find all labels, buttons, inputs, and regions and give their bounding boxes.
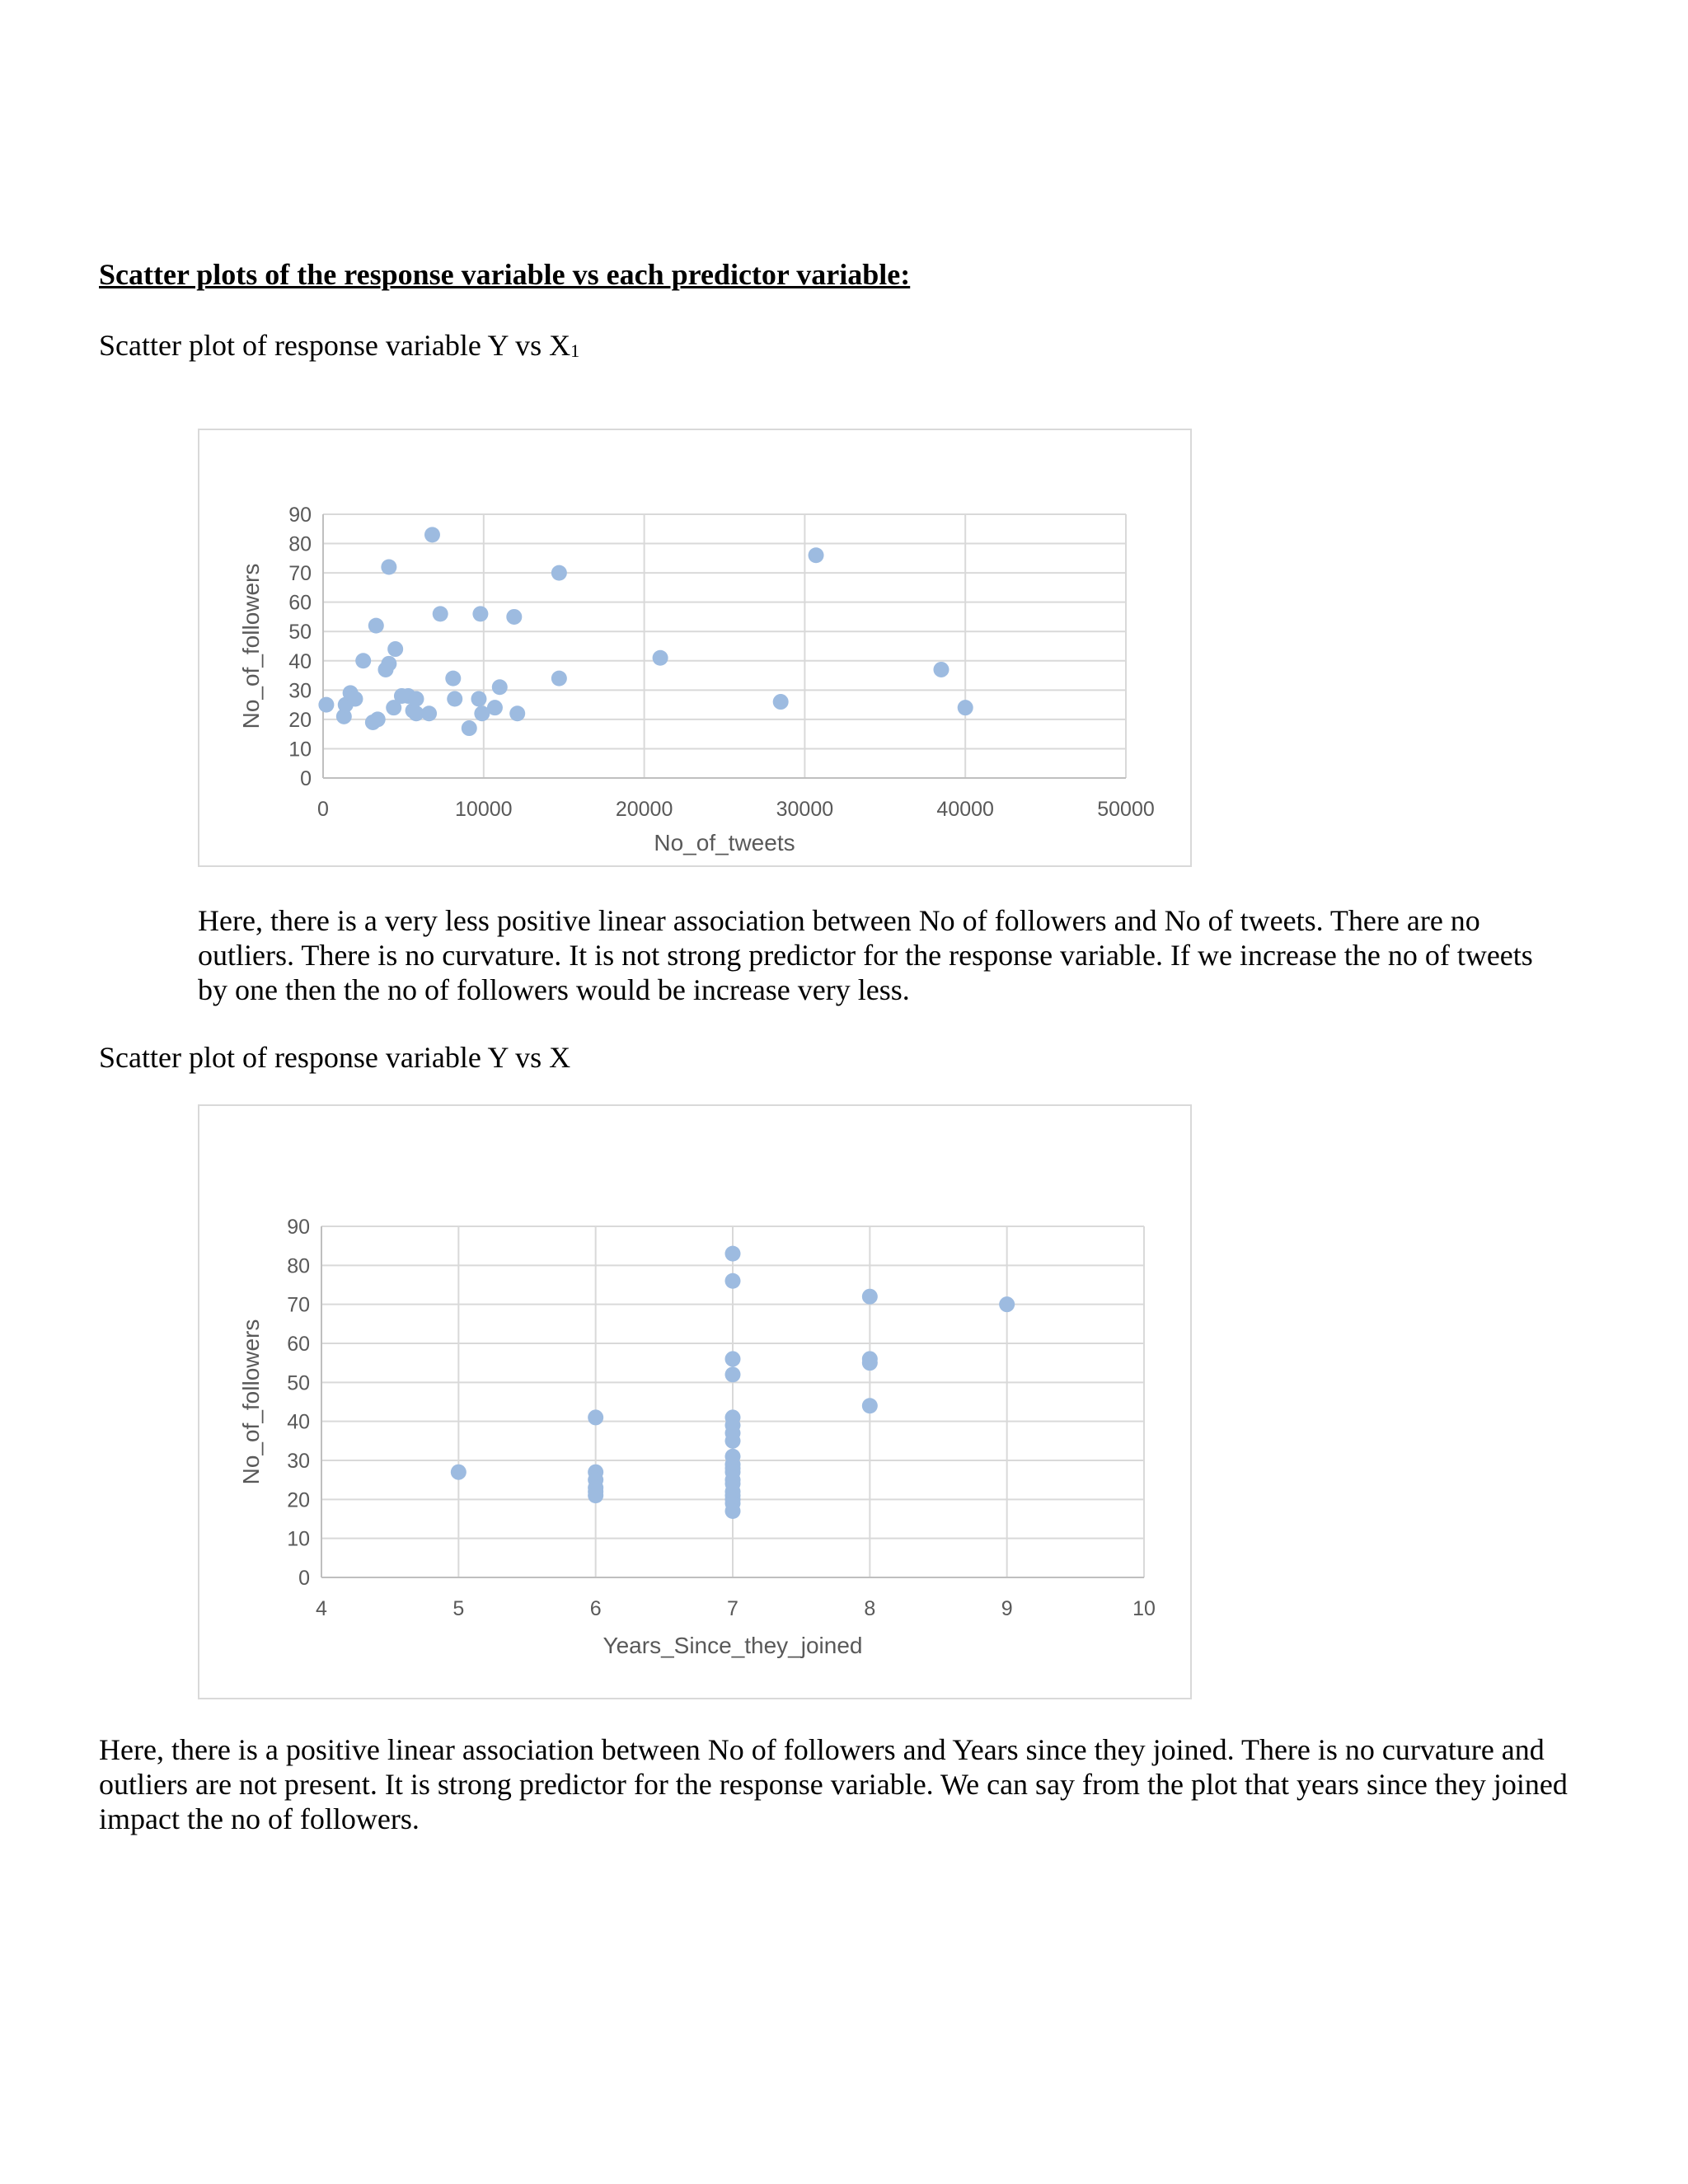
x-tick-label: 50000 xyxy=(1097,798,1155,821)
scatter-chart-years xyxy=(198,1104,1192,1699)
y-tick-label: 10 xyxy=(287,1527,310,1551)
data-point xyxy=(347,691,363,707)
data-point xyxy=(506,609,522,625)
data-point xyxy=(551,671,567,687)
x-tick-label: 6 xyxy=(589,1597,602,1620)
y-tick-label: 20 xyxy=(288,708,312,732)
chart1-caption xyxy=(99,328,579,363)
data-point xyxy=(862,1289,878,1305)
data-point xyxy=(462,720,477,736)
y-tick-label: 90 xyxy=(288,504,312,527)
y-tick-label: 90 xyxy=(287,1216,310,1239)
data-point xyxy=(725,1503,741,1519)
data-point xyxy=(862,1355,878,1371)
x-axis-title: No_of_tweets xyxy=(654,830,795,855)
data-point xyxy=(653,650,668,666)
data-point xyxy=(421,705,437,721)
data-point xyxy=(933,662,949,677)
data-point xyxy=(447,691,462,707)
y-tick-label: 30 xyxy=(287,1450,310,1473)
scatter-chart-tweets xyxy=(198,429,1192,867)
data-point xyxy=(958,700,973,715)
x-tick-label: 10 xyxy=(1132,1597,1156,1620)
y-tick-label: 70 xyxy=(288,562,312,586)
y-tick-label: 50 xyxy=(287,1371,310,1395)
chart2-caption: Scatter plot of response variable Y vs X xyxy=(99,1041,571,1074)
x-tick-label: 5 xyxy=(452,1597,465,1620)
y-tick-label: 40 xyxy=(287,1410,310,1434)
y-tick-label: 40 xyxy=(288,649,312,673)
data-point xyxy=(355,653,371,668)
y-tick-label: 0 xyxy=(298,1567,310,1590)
y-tick-label: 60 xyxy=(288,591,312,615)
x-tick-label: 4 xyxy=(316,1597,327,1620)
scatter-chart-tweets-svg xyxy=(199,430,1192,867)
chart1-caption-subscript: 1 xyxy=(570,340,580,361)
data-point xyxy=(318,697,334,713)
data-point xyxy=(381,560,396,575)
chart1-caption-text: Scatter plot of response variable Y vs X xyxy=(99,329,571,362)
x-tick-label: 7 xyxy=(727,1597,738,1620)
data-point xyxy=(725,1351,741,1366)
chart2-interpretation: Here, there is a positive linear association between No of followers and Years since they joined. There is no curvature and outliers are not present. It is strong predictor for the response variable. We can say from the plot that years since they joined impact the no of followers. xyxy=(99,1733,1568,1835)
data-point xyxy=(408,691,424,707)
x-tick-label: 30000 xyxy=(776,798,834,821)
data-point xyxy=(588,1488,603,1503)
x-tick-label: 40000 xyxy=(936,798,994,821)
data-point xyxy=(725,1433,741,1449)
y-tick-label: 80 xyxy=(287,1254,310,1278)
y-axis-title: No_of_followers xyxy=(238,1319,264,1485)
data-point xyxy=(809,547,824,563)
data-point xyxy=(487,700,503,715)
y-axis-title: No_of_followers xyxy=(238,563,264,729)
data-point xyxy=(551,565,567,581)
data-point xyxy=(725,1246,741,1262)
data-point xyxy=(725,1273,741,1289)
chart1-interpretation: Here, there is a very less positive linear association between No of followers and No of tweets. There are no outliers. There is no curvature. It is not strong predictor for the response variable. If we increase the no of tweets by one then the no of followers would be increase very less. xyxy=(198,904,1533,1006)
y-tick-label: 20 xyxy=(287,1488,310,1512)
data-point xyxy=(773,694,789,710)
y-tick-label: 0 xyxy=(300,767,312,790)
y-tick-label: 10 xyxy=(288,738,312,762)
y-tick-label: 50 xyxy=(288,621,312,644)
data-point xyxy=(999,1296,1015,1312)
x-tick-label: 20000 xyxy=(615,798,673,821)
y-tick-label: 60 xyxy=(287,1333,310,1356)
data-point xyxy=(368,618,384,634)
x-tick-label: 0 xyxy=(317,798,329,821)
data-point xyxy=(472,606,488,621)
data-point xyxy=(509,705,525,721)
y-tick-label: 70 xyxy=(287,1293,310,1317)
data-point xyxy=(471,691,486,707)
data-point xyxy=(424,527,440,542)
x-tick-label: 8 xyxy=(864,1597,876,1620)
data-point xyxy=(445,671,461,687)
data-point xyxy=(451,1465,467,1480)
x-axis-title: Years_Since_they_joined xyxy=(603,1633,863,1658)
data-point xyxy=(725,1366,741,1382)
data-point xyxy=(492,679,508,695)
data-point xyxy=(381,656,396,672)
y-tick-label: 80 xyxy=(288,532,312,556)
data-point xyxy=(862,1398,878,1413)
data-point xyxy=(433,606,448,621)
x-tick-label: 10000 xyxy=(455,798,513,821)
scatter-chart-years-svg xyxy=(199,1106,1192,1699)
data-point xyxy=(588,1409,603,1425)
data-point xyxy=(387,641,403,657)
section-heading: Scatter plots of the response variable vs each predictor variable: xyxy=(99,258,911,291)
x-tick-label: 9 xyxy=(1001,1597,1013,1620)
data-point xyxy=(370,711,386,727)
y-tick-label: 30 xyxy=(288,679,312,703)
